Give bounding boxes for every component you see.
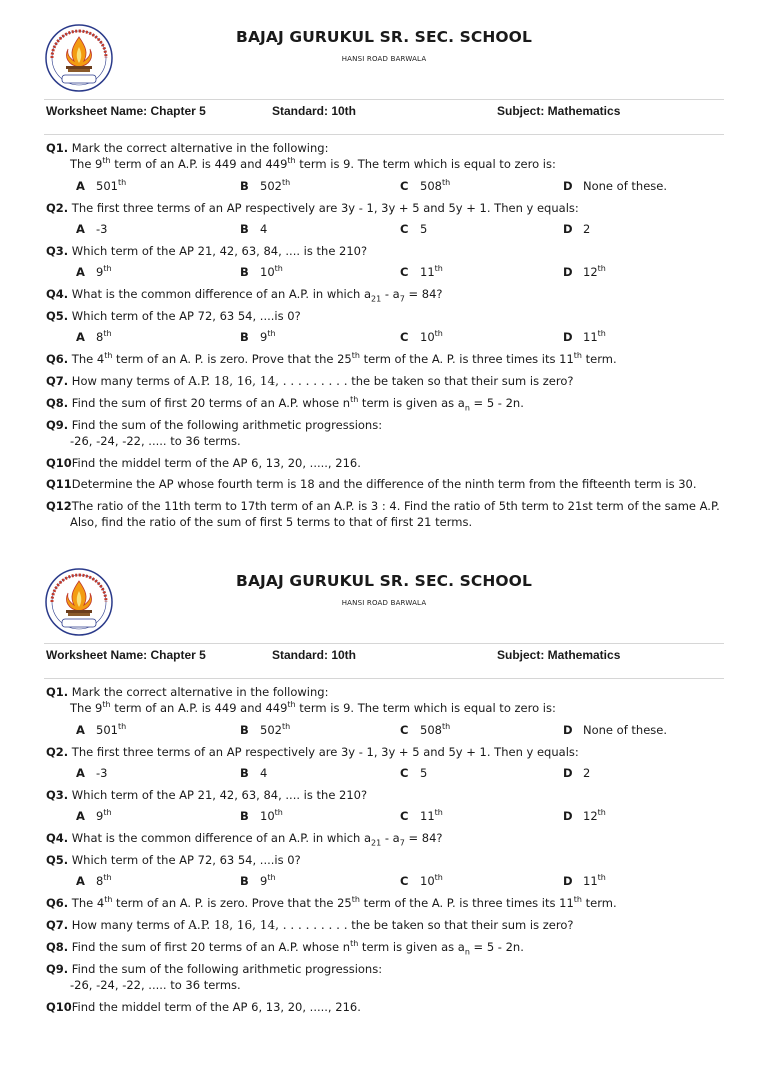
question-11: Q11Determine the AP whose fourth term is 18 and the difference of the ninth term from the fifteenth term is 30.	[46, 477, 697, 491]
standard-label: Standard: 10th	[272, 648, 357, 662]
question-2: Q2. The first three terms of an AP respectively are 3y - 1, 3y + 5 and 5y + 1. Then y equals:	[46, 201, 579, 215]
option-c: C 10th	[400, 873, 443, 888]
question-8: Q8. Find the sum of first 20 terms of an A.P. whose $n^{th}$ term is given as $a_n = 5 - 2n$.	[46, 939, 524, 957]
divider	[44, 134, 724, 135]
option-b: B 10th	[240, 264, 283, 279]
question-5: Q5. Which term of the AP 72, 63 54, ....is 0?	[46, 309, 301, 323]
option-c: C 11th	[400, 264, 443, 279]
question-9-series: -26, -24, -22, ..... to 36 terms.	[70, 434, 241, 448]
option-b: B 502th	[240, 178, 291, 193]
school-address: HANSI ROAD BARWALA	[341, 55, 427, 63]
standard-label: Standard: 10th	[272, 104, 357, 118]
question-9-series: -26, -24, -22, ..... to 36 terms.	[70, 978, 241, 992]
subject-label: Subject: Mathematics	[497, 104, 621, 118]
question-4: Q4. What is the common difference of an A.P. in which $a_{21} - a_7 = 84$?	[46, 287, 443, 304]
question-6: Q6. The 4th term of an A. P. is zero. Prove that the 25th term of the A. P. is three times its 11th term.	[46, 895, 617, 910]
option-a: A 9th	[76, 808, 112, 823]
option-b: B 4	[240, 766, 268, 780]
question-9: Q9. Find the sum of the following arithmetic progressions:	[46, 418, 383, 432]
worksheet-page-2	[0, 544, 768, 1088]
question-1-stem: The 9th term of an A.P. is 449 and 449th term is 9. The term which is equal to zero is:	[70, 156, 556, 171]
option-b: B 9th	[240, 329, 276, 344]
option-c: C 5	[400, 766, 428, 780]
question-10: Q10Find the middel term of the AP 6, 13, 20, ....., 216.	[46, 456, 361, 470]
question-1-stem: The 9th term of an A.P. is 449 and 449th term is 9. The term which is equal to zero is:	[70, 700, 556, 715]
question-7: Q7. How many terms of A.P. 18, 16, 14, . . . . . . . . . the be taken so that their sum is zero?	[46, 374, 574, 388]
question-6: Q6. The 4th term of an A. P. is zero. Prove that the 25th term of the A. P. is three times its 11th term.	[46, 351, 617, 366]
question-10: Q10Find the middel term of the AP 6, 13, 20, ....., 216.	[46, 1000, 361, 1014]
option-a: A 9th	[76, 264, 112, 279]
option-b: B 4	[240, 222, 268, 236]
option-d: D None of these.	[563, 179, 667, 193]
option-d: D 11th	[563, 329, 606, 344]
question-2: Q2. The first three terms of an AP respectively are 3y - 1, 3y + 5 and 5y + 1. Then y equals:	[46, 745, 579, 759]
question-7: Q7. How many terms of A.P. 18, 16, 14, . . . . . . . . . the be taken so that their sum is zero?	[46, 918, 574, 932]
divider	[44, 99, 724, 100]
question-8: Q8. Find the sum of first 20 terms of an A.P. whose $n^{th}$ term is given as $a_n = 5 - 2n$.	[46, 395, 524, 413]
option-a: A 501th	[76, 178, 127, 193]
option-c: C 508th	[400, 178, 451, 193]
question-1: Q1. Mark the correct alternative in the following:	[46, 141, 329, 155]
school-address: HANSI ROAD BARWALA	[341, 599, 427, 607]
option-c: C 11th	[400, 808, 443, 823]
option-a: A 8th	[76, 873, 112, 888]
option-b: B 502th	[240, 722, 291, 737]
question-4: Q4. What is the common difference of an A.P. in which $a_{21} - a_7 = 84$?	[46, 831, 443, 848]
subject-label: Subject: Mathematics	[497, 648, 621, 662]
option-c: C 10th	[400, 329, 443, 344]
divider	[44, 643, 724, 644]
question-3: Q3. Which term of the AP 21, 42, 63, 84, .... is the 210?	[46, 244, 368, 258]
divider	[44, 678, 724, 679]
option-b: B 9th	[240, 873, 276, 888]
question-12-continued: Also, find the ratio of the sum of first 5 terms to that of first 21 terms.	[70, 515, 473, 529]
option-b: B 10th	[240, 808, 283, 823]
option-d: D None of these.	[563, 723, 667, 737]
option-d: D 11th	[563, 873, 606, 888]
school-name: BAJAJ GURUKUL SR. SEC. SCHOOL	[236, 572, 532, 590]
option-d: D 2	[563, 766, 591, 780]
school-name: BAJAJ GURUKUL SR. SEC. SCHOOL	[236, 28, 532, 46]
option-a: A -3	[76, 766, 108, 780]
option-d: D 12th	[563, 808, 606, 823]
question-12: Q12The ratio of the 11th term to 17th term of an A.P. is 3 : 4. Find the ratio of 5th term to 21st term of the same A.P.	[46, 499, 720, 513]
worksheet-name: Worksheet Name: Chapter 5	[46, 104, 206, 118]
option-a: A 8th	[76, 329, 112, 344]
option-a: A 501th	[76, 722, 127, 737]
worksheet-name: Worksheet Name: Chapter 5	[46, 648, 206, 662]
question-1: Q1. Mark the correct alternative in the following:	[46, 685, 329, 699]
option-c: C 508th	[400, 722, 451, 737]
option-d: D 12th	[563, 264, 606, 279]
option-a: A -3	[76, 222, 108, 236]
question-5: Q5. Which term of the AP 72, 63 54, ....is 0?	[46, 853, 301, 867]
question-3: Q3. Which term of the AP 21, 42, 63, 84, .... is the 210?	[46, 788, 368, 802]
option-c: C 5	[400, 222, 428, 236]
option-d: D 2	[563, 222, 591, 236]
question-9: Q9. Find the sum of the following arithmetic progressions:	[46, 962, 383, 976]
